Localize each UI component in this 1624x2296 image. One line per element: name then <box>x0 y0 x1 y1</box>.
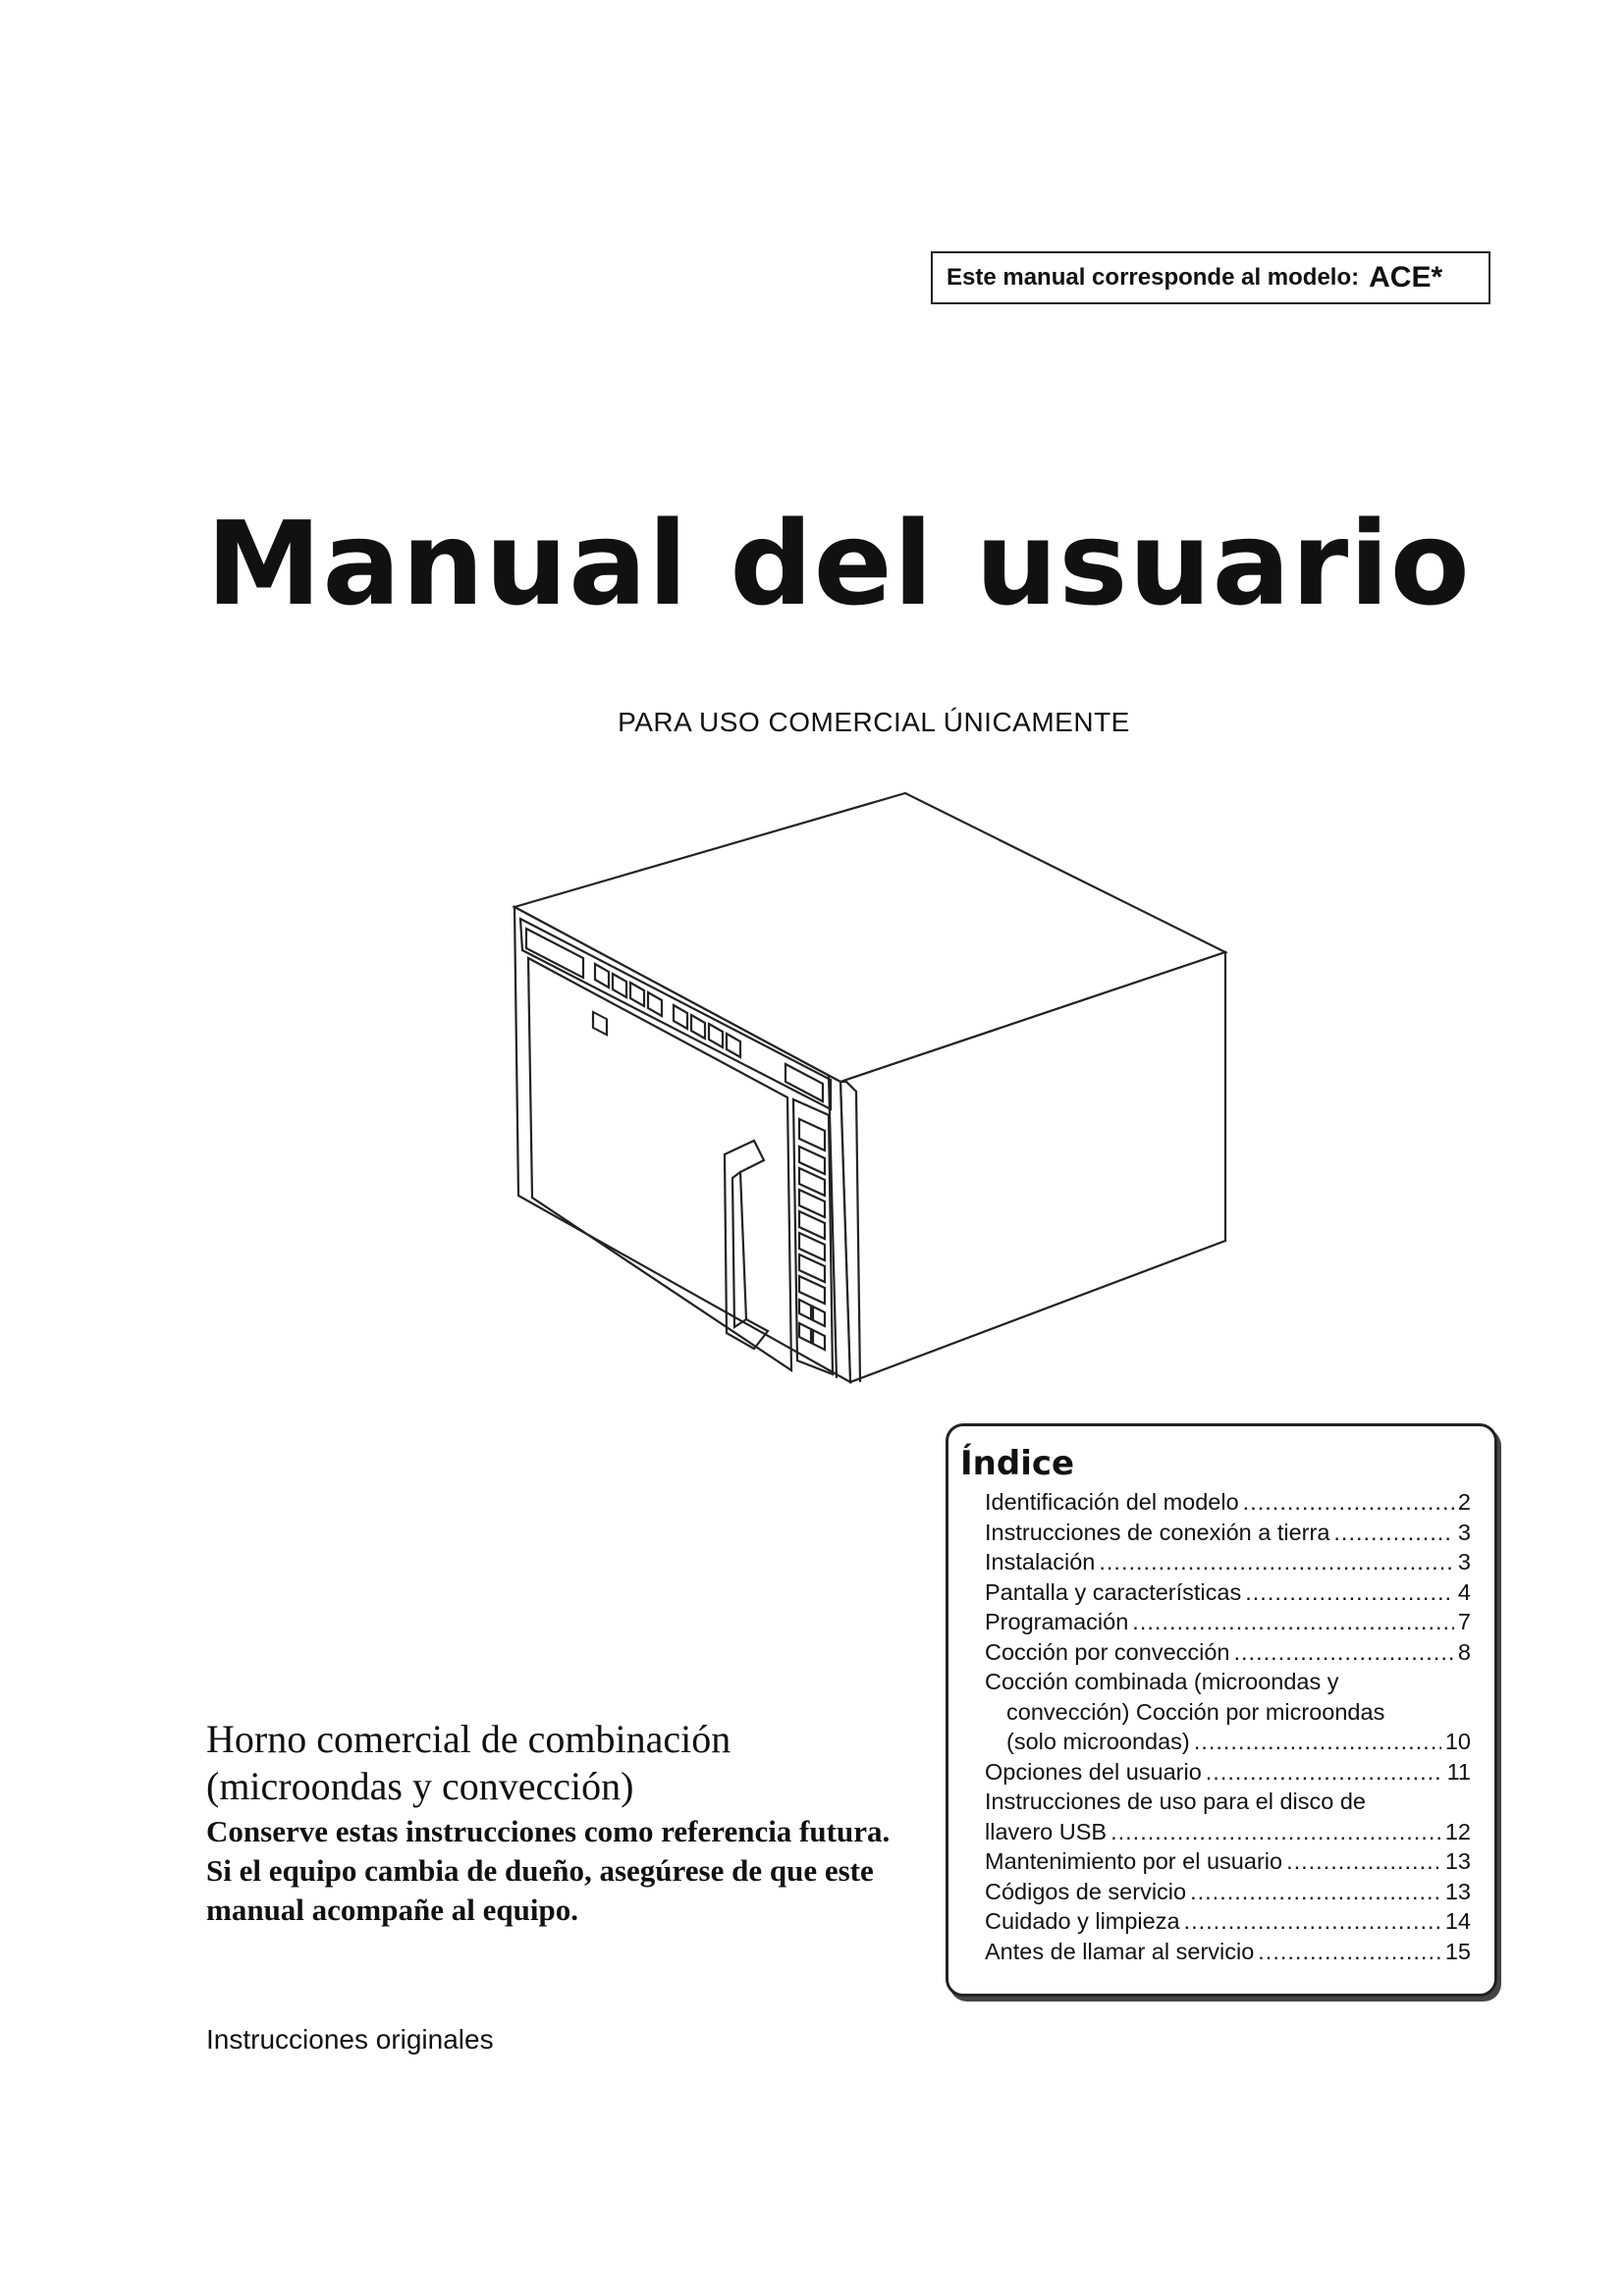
model-label: Este manual corresponde al modelo: <box>947 264 1360 291</box>
toc-entry[interactable] <box>985 1577 1471 1608</box>
toc-entry-label: llavero USB <box>985 1818 1108 1844</box>
toc-entry-page: 14 <box>1444 1908 1471 1934</box>
toc-title: Índice <box>960 1444 1075 1483</box>
toc-list <box>960 1487 1494 1966</box>
product-description <box>206 1716 893 1930</box>
toc-entry[interactable] <box>985 1637 1471 1668</box>
page-title: Manual del usuario <box>206 496 1471 631</box>
toc-entry[interactable] <box>985 1607 1471 1637</box>
toc-entry-label: Códigos de servicio <box>985 1878 1187 1904</box>
toc-entry-page: 3 <box>1457 1549 1471 1575</box>
toc-entry[interactable] <box>985 1906 1471 1937</box>
toc-entry[interactable] <box>985 1846 1471 1877</box>
toc-entry-label: Instalación <box>985 1549 1096 1575</box>
toc-entry-label: Antes de llamar al servicio <box>985 1938 1255 1964</box>
toc-entry-label: convección) Cocción por microondas <box>1006 1698 1385 1725</box>
toc-entry-label: Instrucciones de conexión a tierra <box>985 1519 1330 1545</box>
combination-oven-illustration <box>501 785 1247 1394</box>
toc-entry-label: Instrucciones de uso para el disco de <box>985 1789 1366 1814</box>
toc-entry-label: Programación <box>985 1609 1129 1634</box>
table-of-contents <box>946 1423 1497 1997</box>
product-title-line-2: (microondas y convección) <box>206 1764 634 1808</box>
toc-entry-label: Cuidado y limpieza <box>985 1908 1180 1934</box>
toc-entry-page: 12 <box>1444 1818 1471 1844</box>
toc-entry[interactable] <box>985 1787 1471 1846</box>
toc-entry[interactable] <box>985 1547 1471 1577</box>
toc-entry-page: 2 <box>1457 1489 1471 1515</box>
original-instructions-note: Instrucciones originales <box>206 2024 494 2055</box>
commercial-use-subtitle: PARA USO COMERCIAL ÚNICAMENTE <box>618 707 1130 737</box>
toc-entry-label: Pantalla y características <box>985 1578 1242 1605</box>
toc-entry-page: 13 <box>1444 1878 1471 1904</box>
toc-entry-label: Mantenimiento por el usuario <box>985 1848 1283 1874</box>
toc-entry-label: Cocción por convección <box>985 1638 1230 1665</box>
toc-entry-label: (solo microondas) <box>1006 1729 1190 1754</box>
toc-entry-page: 4 <box>1457 1578 1471 1605</box>
toc-entry-page: 3 <box>1457 1519 1471 1545</box>
toc-entry[interactable] <box>985 1937 1471 1967</box>
toc-entry-label: Identificación del modelo <box>985 1489 1239 1515</box>
toc-entry-label: Opciones del usuario <box>985 1758 1202 1785</box>
toc-entry[interactable] <box>985 1877 1471 1907</box>
toc-entry-page: 11 <box>1446 1758 1471 1785</box>
keep-instructions-note: Conserve estas instrucciones como referencia futura. Si el equipo cambia de dueño, asegúrese de que este manual acompañe al equipo. <box>206 1814 891 1927</box>
model-value: ACE* <box>1369 261 1443 294</box>
toc-entry[interactable] <box>985 1757 1471 1788</box>
model-applicability-box <box>931 251 1490 304</box>
toc-entry-page: 8 <box>1457 1638 1471 1665</box>
product-title-line-1: Horno comercial de combinación <box>206 1717 731 1761</box>
toc-entry-page: 7 <box>1457 1609 1471 1634</box>
toc-entry[interactable] <box>985 1667 1471 1757</box>
toc-entry-page: 13 <box>1444 1848 1471 1874</box>
toc-entry[interactable] <box>985 1487 1471 1518</box>
toc-entry[interactable] <box>985 1518 1471 1548</box>
toc-entry-label: Cocción combinada (microondas y <box>985 1669 1339 1694</box>
toc-entry-page: 15 <box>1444 1938 1471 1964</box>
toc-entry-page: 10 <box>1444 1729 1471 1754</box>
